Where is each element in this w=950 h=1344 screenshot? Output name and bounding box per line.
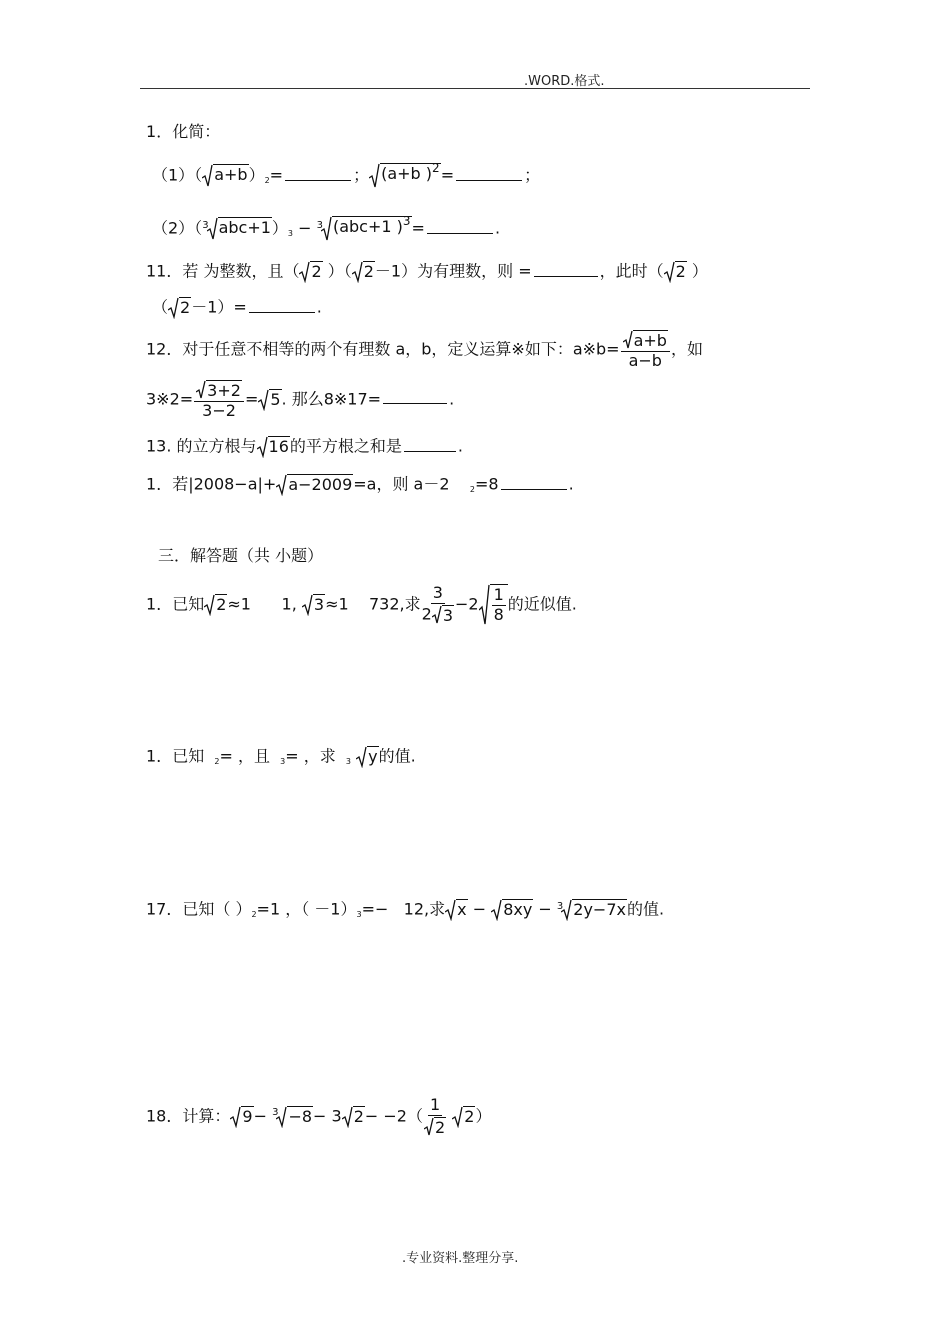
exponent: 2 — [251, 909, 257, 919]
question-text: 的平方根之和是 — [289, 436, 402, 456]
minus: − — [253, 1106, 267, 1126]
separator: . — [457, 436, 464, 456]
fraction-numerator: 3 — [432, 583, 443, 603]
question-11-line-2 — [152, 297, 322, 319]
fraction-numerator — [194, 380, 244, 402]
separator: ； — [353, 165, 370, 185]
fraction — [621, 330, 670, 370]
solve-question-3 — [146, 899, 664, 921]
radicand: 2 — [464, 1106, 475, 1126]
header-rule — [140, 88, 810, 89]
sqrt-expression — [432, 605, 454, 625]
radicand: x — [457, 900, 467, 919]
question-text: ,求 — [424, 899, 446, 919]
separator: . — [568, 474, 574, 494]
answer-blank[interactable] — [285, 180, 351, 181]
question-number: 13 — [146, 436, 167, 456]
question-1-part-1 — [152, 163, 540, 189]
radicand: 16 — [268, 437, 289, 456]
radicand: 5 — [270, 389, 281, 409]
sqrt-expression — [196, 380, 242, 400]
question-text: ．已知 — [156, 746, 205, 766]
coefficient: 2 — [421, 604, 432, 624]
cube-root-expression — [321, 216, 412, 242]
solve-question-2 — [146, 746, 416, 768]
sqrt-expression — [664, 261, 687, 283]
sqrt-expression — [204, 594, 227, 616]
fraction-denominator — [424, 1116, 446, 1137]
question-text: ．化简： — [156, 122, 221, 141]
fraction-denominator: a−b — [628, 351, 662, 370]
sqrt-expression — [258, 389, 281, 411]
radicand: 2 — [216, 595, 227, 614]
root-index: 3 — [345, 756, 351, 766]
paren: ) — [425, 164, 433, 183]
part-label: （1）（ — [152, 165, 203, 185]
sqrt-expression — [168, 297, 191, 319]
separator: . — [316, 297, 322, 317]
separator: . — [494, 218, 501, 238]
sqrt-expression — [352, 261, 375, 283]
sqrt-expression — [202, 164, 248, 188]
question-text: 12 — [403, 899, 425, 919]
exponent: 3 — [280, 756, 286, 766]
question-text: = ，求 — [285, 746, 336, 766]
radicand — [490, 584, 508, 626]
question-number: 1 — [146, 474, 157, 494]
answer-blank[interactable] — [456, 180, 522, 181]
minus: − — [293, 218, 317, 238]
exponent: 3 — [402, 214, 411, 228]
radicand: a+b — [633, 331, 667, 350]
fraction-denominator — [422, 604, 454, 625]
answer-blank[interactable] — [383, 403, 447, 404]
equals: = — [440, 165, 455, 185]
question-text: 的近似值. — [507, 594, 577, 614]
question-text: ≈1 — [325, 594, 349, 614]
question-number: 17 — [146, 899, 167, 919]
radicand: 2 — [353, 1106, 364, 1126]
equals: =8 — [474, 474, 499, 494]
equals: = — [411, 218, 425, 238]
fraction-numerator: 1 — [493, 585, 504, 604]
fraction — [194, 380, 244, 420]
question-text: －1）为有理数，则 = — [374, 261, 532, 281]
question-text: =− — [361, 899, 394, 919]
minus: − — [538, 899, 552, 919]
question-text: ．已知（ ） — [166, 899, 252, 919]
sqrt-expression — [445, 899, 467, 921]
sqrt-expression — [491, 899, 533, 921]
answer-blank[interactable] — [427, 233, 493, 234]
paren: ） — [248, 165, 265, 185]
radicand: 2 — [363, 262, 374, 281]
radicand — [380, 163, 441, 189]
question-13 — [146, 436, 463, 458]
sqrt-expression — [276, 474, 353, 496]
radicand: 2 — [435, 1117, 446, 1137]
question-text: ，此时（ — [599, 261, 664, 281]
exponent: 2 — [264, 175, 270, 185]
exponent: 2 — [469, 484, 475, 494]
question-text: －1）= — [191, 297, 247, 317]
radicand — [332, 216, 412, 242]
root-index: 3 — [556, 900, 564, 912]
question-text: . 那么8※17= — [281, 389, 382, 409]
page-header: .WORD.格式. — [524, 74, 605, 89]
question-text: − −2（ — [364, 1106, 423, 1126]
fraction-denominator: 3−2 — [202, 401, 236, 420]
sqrt-expression — [452, 1106, 475, 1128]
paren: （ — [152, 297, 169, 317]
question-text: 的值. — [626, 899, 665, 919]
part-label: （2）（ — [152, 218, 203, 238]
question-text: −2 — [455, 594, 479, 614]
sqrt-expression — [230, 1106, 253, 1128]
question-text: =a，则 a－2 — [353, 474, 450, 494]
question-number: 1 — [146, 122, 157, 141]
sqrt-expression — [424, 1117, 446, 1137]
radicand: −8 — [288, 1106, 313, 1126]
question-text: ．计算： — [166, 1106, 231, 1126]
fraction — [492, 587, 506, 624]
paren: ） — [271, 218, 288, 238]
sqrt-expression — [257, 436, 290, 458]
question-12-line-1 — [146, 330, 703, 370]
sqrt-expression — [302, 594, 325, 616]
sqrt-fraction-expression — [479, 584, 508, 626]
sqrt-expression — [342, 1106, 365, 1128]
radicand: a+b — [213, 164, 248, 188]
radicand: abc+1 — [218, 217, 272, 241]
cube-root-expression — [276, 1106, 313, 1128]
radicand: 2 — [675, 262, 686, 281]
question-1-title — [146, 124, 220, 140]
paren: ) — [396, 217, 403, 236]
question-text: = ，且 — [219, 746, 270, 766]
question-14 — [146, 474, 574, 496]
exponent: 3 — [287, 228, 294, 238]
radicand: 8xy — [503, 900, 533, 919]
cube-root-expression — [561, 899, 627, 921]
radicand: 9 — [242, 1106, 253, 1126]
question-text: ） — [686, 261, 708, 281]
root-index: 3 — [202, 219, 209, 231]
question-number: 18 — [146, 1106, 167, 1126]
answer-blank[interactable] — [249, 312, 315, 313]
question-text: − — [313, 1106, 332, 1126]
fraction — [424, 1097, 446, 1137]
question-text: . 的立方根与 — [166, 436, 257, 456]
radicand: 2 — [311, 262, 322, 281]
radicand-text: (a+b — [381, 164, 421, 183]
radicand: a−2009 — [288, 475, 353, 494]
radicand: 3 — [442, 605, 454, 625]
question-text: 3 — [331, 1106, 342, 1126]
exponent: 2 — [214, 756, 220, 766]
fraction-numerator: 1 — [430, 1095, 441, 1114]
question-1-part-2 — [152, 216, 500, 242]
question-number: 12 — [146, 339, 167, 359]
question-11-line-1 — [146, 261, 708, 283]
sqrt-expression — [356, 746, 378, 768]
question-text: ,求 — [399, 594, 421, 614]
root-index: 3 — [272, 1107, 279, 1119]
question-number: 11 — [146, 261, 167, 281]
separator: . — [449, 389, 455, 409]
page-footer: .专业资料.整理分享. — [402, 1251, 519, 1266]
solve-question-1 — [146, 584, 577, 626]
answer-blank[interactable] — [534, 276, 598, 277]
radicand: y — [368, 747, 378, 766]
fraction-denominator: 8 — [493, 604, 504, 624]
radicand: 3 — [313, 595, 325, 614]
exponent: 3 — [356, 909, 362, 919]
question-text: ）（ — [322, 261, 352, 281]
root-index: 3 — [316, 219, 323, 231]
answer-blank[interactable] — [404, 451, 456, 452]
equals: = — [244, 389, 259, 409]
question-text: 的值. — [378, 746, 416, 766]
question-text: ．若 为整数，且（ — [166, 261, 300, 281]
question-number: 1 — [146, 594, 157, 614]
paren: ） — [475, 1106, 492, 1126]
question-text: 732 — [369, 594, 400, 614]
question-text: 1 — [281, 594, 292, 614]
radicand: 2y−7x — [573, 900, 626, 919]
question-number: 1 — [146, 746, 157, 766]
separator: ； — [524, 165, 541, 185]
cube-root-expression — [207, 217, 272, 241]
sqrt-expression — [369, 163, 441, 189]
radicand-text: (abc+1 — [332, 217, 392, 236]
section-title: 三．解答题（共 小题） — [158, 546, 324, 565]
exponent: 2 — [432, 161, 440, 175]
sqrt-expression — [623, 330, 668, 350]
question-text: ．对于任意不相等的两个有理数 a，b，定义运算※如下：a※b= — [166, 339, 620, 359]
minus: − — [472, 899, 487, 919]
question-text: =1 ，（ －1） — [256, 899, 357, 919]
sqrt-expression — [299, 261, 322, 283]
question-text: ，如 — [670, 339, 703, 359]
question-text: ．若|2008−a|+ — [156, 474, 277, 494]
question-12-line-2 — [146, 380, 454, 420]
radicand: 3+2 — [207, 381, 241, 400]
answer-blank[interactable] — [501, 489, 567, 490]
radicand: 2 — [180, 298, 191, 317]
fraction-numerator — [621, 330, 670, 352]
solve-question-4 — [146, 1097, 491, 1137]
question-text: ≈1 — [227, 594, 251, 614]
fraction — [422, 585, 454, 625]
separator: , — [291, 594, 297, 614]
question-text: 3※2= — [146, 389, 194, 409]
equals: = — [269, 165, 284, 185]
question-text: ．已知 — [156, 594, 205, 614]
